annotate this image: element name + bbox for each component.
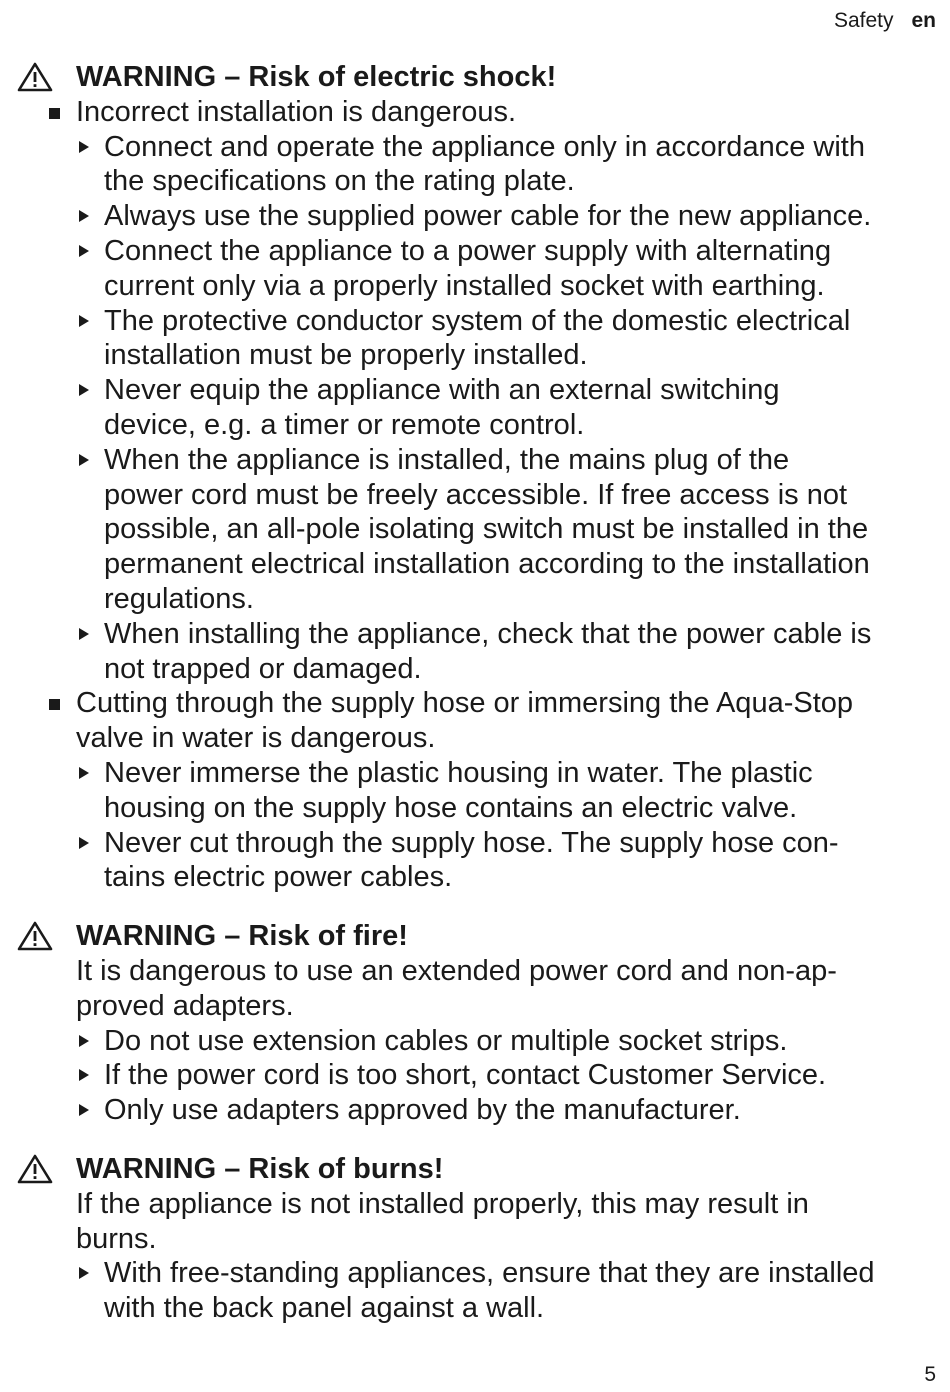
text-line: Connect the appliance to a power supply with alternating bbox=[104, 234, 832, 267]
instruction-step bbox=[0, 130, 950, 200]
section-title: Safety bbox=[833, 9, 894, 32]
section-gap bbox=[0, 895, 950, 919]
text-line: regulations. bbox=[104, 582, 254, 615]
text-line: power cord must be freely accessible. If free access is not bbox=[104, 478, 848, 511]
text-line: Only use adapters approved by the manufacturer. bbox=[104, 1094, 741, 1127]
triangle-bullet-icon bbox=[79, 141, 89, 153]
instruction-step bbox=[0, 234, 950, 304]
instruction-step bbox=[0, 1256, 950, 1326]
warning-fire bbox=[0, 919, 950, 1128]
triangle-bullet-icon bbox=[79, 628, 89, 640]
text-line: With free-standing appliances, ensure that they are installed bbox=[104, 1257, 875, 1290]
instruction-step bbox=[0, 443, 950, 617]
instruction-step bbox=[0, 199, 950, 234]
text-line: permanent electrical installation according to the installation bbox=[104, 548, 870, 581]
warning-title-text: WARNING – Risk of electric shock! bbox=[76, 61, 557, 93]
instruction-step bbox=[0, 373, 950, 443]
warning-title bbox=[0, 919, 950, 954]
triangle-bullet-icon bbox=[79, 384, 89, 396]
triangle-bullet-icon bbox=[79, 1104, 89, 1116]
triangle-bullet-icon bbox=[79, 837, 89, 849]
page-number: 5 bbox=[924, 1363, 936, 1386]
text-line: the specifications on the rating plate. bbox=[104, 165, 575, 198]
instruction-step bbox=[0, 1093, 950, 1128]
text-line: The protective conductor system of the domestic electrical bbox=[104, 304, 851, 337]
language-code: en bbox=[911, 9, 936, 32]
warning-triangle-icon bbox=[17, 921, 53, 951]
instruction-step bbox=[0, 826, 950, 896]
instruction-step bbox=[0, 756, 950, 826]
triangle-bullet-icon bbox=[79, 315, 89, 327]
instruction-step bbox=[0, 617, 950, 687]
instruction-step bbox=[0, 1024, 950, 1059]
warning-burns bbox=[0, 1152, 950, 1326]
text-line: Never cut through the supply hose. The supply hose con- bbox=[104, 826, 839, 859]
text-line: Do not use extension cables or multiple socket strips. bbox=[104, 1024, 788, 1057]
warning-title bbox=[0, 1152, 950, 1187]
text-line: proved adapters. bbox=[76, 989, 294, 1022]
text-line: If the appliance is not installed properly, this may result in bbox=[76, 1187, 809, 1220]
triangle-bullet-icon bbox=[79, 245, 89, 257]
text-line: Connect and operate the appliance only in accordance with bbox=[104, 130, 865, 163]
square-bullet-icon bbox=[49, 108, 60, 119]
running-header bbox=[834, 8, 936, 34]
text-line: tains electric power cables. bbox=[104, 861, 453, 894]
warning-intro bbox=[0, 954, 950, 1024]
text-line: Incorrect installation is dangerous. bbox=[76, 95, 517, 128]
text-line: installation must be properly installed. bbox=[104, 339, 588, 372]
triangle-bullet-icon bbox=[79, 1267, 89, 1279]
text-line: with the back panel against a wall. bbox=[104, 1292, 545, 1325]
bullet-item bbox=[0, 95, 950, 130]
text-line: Cutting through the supply hose or immersing the Aqua-Stop bbox=[76, 687, 854, 720]
text-line: current only via a properly installed socket with earthing. bbox=[104, 269, 825, 302]
warning-triangle-icon bbox=[17, 62, 53, 92]
text-line: not trapped or damaged. bbox=[104, 652, 422, 685]
text-line: If the power cord is too short, contact Customer Service. bbox=[104, 1059, 827, 1092]
text-line: It is dangerous to use an extended power cord and non-ap- bbox=[76, 954, 837, 987]
text-line: possible, an all-pole isolating switch must be installed in the bbox=[104, 513, 869, 546]
triangle-bullet-icon bbox=[79, 210, 89, 222]
bullet-item bbox=[0, 686, 950, 756]
text-line: Never immerse the plastic housing in water. The plastic bbox=[104, 756, 813, 789]
warning-electric-shock bbox=[0, 60, 950, 895]
text-line: burns. bbox=[76, 1222, 157, 1255]
section-gap bbox=[0, 1128, 950, 1152]
triangle-bullet-icon bbox=[79, 767, 89, 779]
warning-triangle-icon bbox=[17, 1154, 53, 1184]
triangle-bullet-icon bbox=[79, 1035, 89, 1047]
text-line: device, e.g. a timer or remote control. bbox=[104, 408, 585, 441]
text-line: valve in water is dangerous. bbox=[76, 722, 436, 755]
triangle-bullet-icon bbox=[79, 1069, 89, 1081]
square-bullet-icon bbox=[49, 699, 60, 710]
text-line: When installing the appliance, check that the power cable is bbox=[104, 617, 872, 650]
instruction-step bbox=[0, 304, 950, 374]
instruction-step bbox=[0, 1058, 950, 1093]
text-line: housing on the supply hose contains an electric valve. bbox=[104, 791, 798, 824]
page-content bbox=[0, 60, 950, 1326]
text-line: When the appliance is installed, the mains plug of the bbox=[104, 443, 790, 476]
warning-intro bbox=[0, 1187, 950, 1257]
warning-title bbox=[0, 60, 950, 95]
warning-title-text: WARNING – Risk of fire! bbox=[76, 920, 408, 953]
triangle-bullet-icon bbox=[79, 454, 89, 466]
text-line: Never equip the appliance with an external switching bbox=[104, 374, 780, 407]
text-line: Always use the supplied power cable for the new appliance. bbox=[104, 200, 872, 233]
warning-title-text: WARNING – Risk of burns! bbox=[76, 1152, 444, 1185]
